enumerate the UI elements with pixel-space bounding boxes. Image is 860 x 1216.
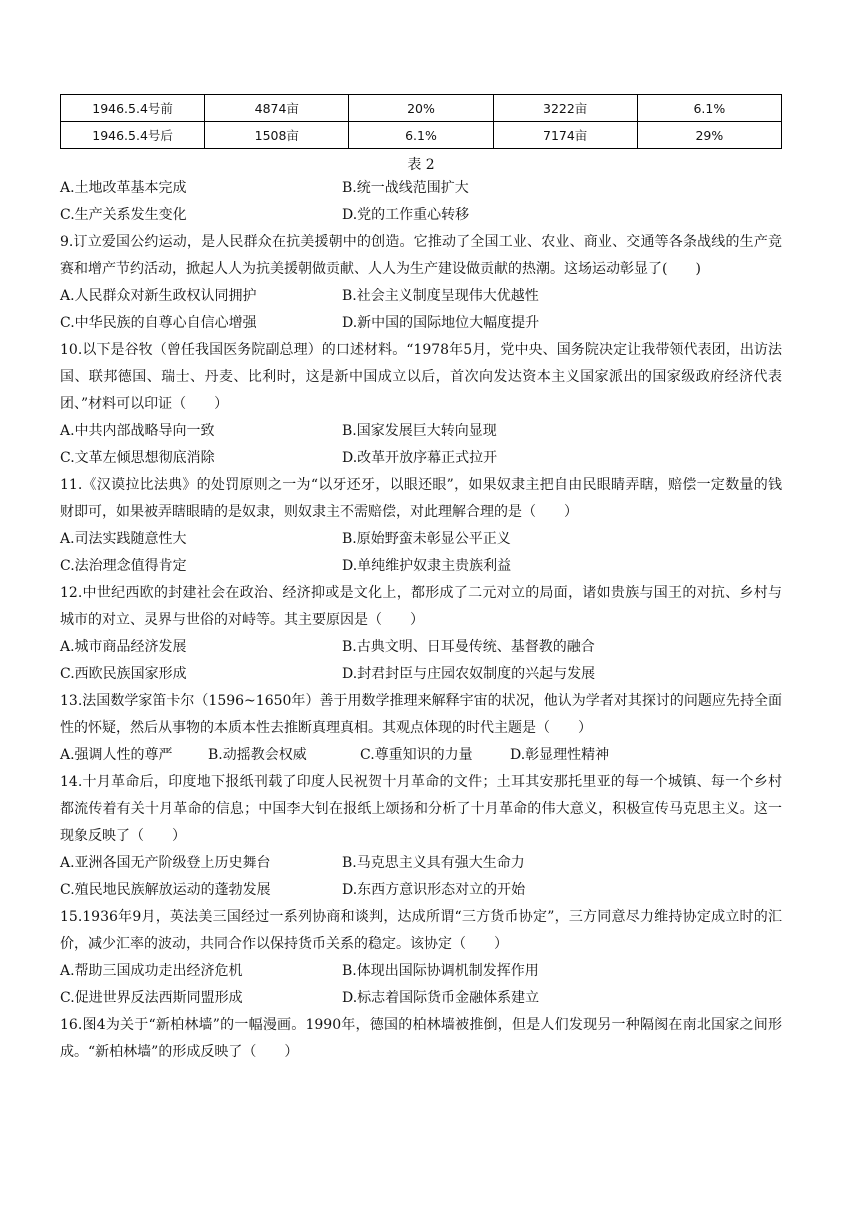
- q13-option-b[interactable]: B.动摇教会权威: [208, 747, 307, 763]
- table-row: [61, 122, 782, 149]
- q12-option-a[interactable]: A.城市商品经济发展: [60, 639, 187, 655]
- q15-options-row-1: [60, 958, 782, 985]
- q8-option-b[interactable]: B.统一战线范围扩大: [342, 180, 469, 196]
- q13-option-d[interactable]: D.彰显理性精神: [510, 747, 610, 763]
- q14-option-a[interactable]: A.亚洲各国无产阶级登上历史舞台: [60, 855, 271, 871]
- q9-stem: 9.订立爱国公约运动，是人民群众在抗美援朝中的创造。它推动了全国工业、农业、商业、交通等各条战线的生产竞赛和增产节约活动，掀起人人为抗美援朝做贡献、人人为生产建设做贡献的热潮。这场运动彰显了( ): [60, 234, 782, 277]
- q14-options-row-2: [60, 877, 782, 904]
- table-row: [61, 95, 782, 122]
- q9-options-row-2: [60, 310, 782, 337]
- exam-page: [60, 94, 782, 1066]
- q9-options-row-1: [60, 283, 782, 310]
- q8-option-c[interactable]: C.生产关系发生变化: [60, 207, 187, 223]
- q10-option-b[interactable]: B.国家发展巨大转向显现: [342, 423, 497, 439]
- q10-options-row-2: [60, 445, 782, 472]
- q8-option-a[interactable]: A.土地改革基本完成: [60, 180, 187, 196]
- q15-option-d[interactable]: D.标志着国际货币金融体系建立: [342, 990, 540, 1006]
- q12-option-b[interactable]: B.古典文明、日耳曼传统、基督教的融合: [342, 639, 595, 655]
- table-cell: 4874亩: [205, 95, 349, 122]
- q11-options-row-1: [60, 526, 782, 553]
- q10-option-a[interactable]: A.中共内部战略导向一致: [60, 423, 215, 439]
- q10-options-row-1: [60, 418, 782, 445]
- q14-option-d[interactable]: D.东西方意识形态对立的开始: [342, 882, 526, 898]
- q10-option-c[interactable]: C.文革左倾思想彻底消除: [60, 450, 215, 466]
- q13-stem: 13.法国数学家笛卡尔（1596~1650年）善于用数学推理来解释宇宙的状况，他认为学者对其探讨的问题应先持全面性的怀疑，然后从事物的本质本性去推断真理真相。其观点体现的时代主题是（ ）: [60, 693, 782, 736]
- q15-option-a[interactable]: A.帮助三国成功走出经济危机: [60, 963, 243, 979]
- table-cell: 3222亩: [493, 95, 637, 122]
- q11-option-b[interactable]: B.原始野蛮未彰显公平正义: [342, 531, 511, 547]
- q11-stem: 11.《汉谟拉比法典》的处罚原则之一为“以牙还牙，以眼还眼”，如果奴隶主把自由民眼睛弄瞎，赔偿一定数量的钱财即可，如果被弄瞎眼睛的是奴隶，则奴隶主不需赔偿，对此理解合理的是（ ）: [60, 477, 782, 520]
- table-caption: 表 2: [407, 157, 435, 173]
- table-cell: 6.1%: [349, 122, 493, 149]
- table-cell: 7174亩: [493, 122, 637, 149]
- q8-options-row-1: [60, 175, 782, 202]
- q14-option-c[interactable]: C.殖民地民族解放运动的蓬勃发展: [60, 882, 271, 898]
- q9-option-a[interactable]: A.人民群众对新生政权认同拥护: [60, 288, 257, 304]
- q9-option-b[interactable]: B.社会主义制度呈现伟大优越性: [342, 288, 539, 304]
- q15-stem: 15.1936年9月，英法美三国经过一系列协商和谈判，达成所谓“三方货币协定”，三方同意尽力维持协定成立时的汇价，减少汇率的波动，共同合作以保持货币关系的稳定。该协定（ ）: [60, 909, 782, 952]
- table-cell: 1508亩: [205, 122, 349, 149]
- q8-option-d[interactable]: D.党的工作重心转移: [342, 207, 470, 223]
- q11-option-d[interactable]: D.单纯维护奴隶主贵族利益: [342, 558, 512, 574]
- land-table: [60, 94, 782, 149]
- table-cell: 1946.5.4号后: [61, 122, 205, 149]
- q12-option-d[interactable]: D.封君封臣与庄园农奴制度的兴起与发展: [342, 666, 596, 682]
- table-cell: 20%: [349, 95, 493, 122]
- q14-option-b[interactable]: B.马克思主义具有强大生命力: [342, 855, 525, 871]
- q13-option-a[interactable]: A.强调人性的尊严: [60, 747, 173, 763]
- table-cell: 29%: [637, 122, 781, 149]
- q11-option-c[interactable]: C.法治理念值得肯定: [60, 558, 187, 574]
- q9-option-c[interactable]: C.中华民族的自尊心自信心增强: [60, 315, 257, 331]
- q12-options-row-1: [60, 634, 782, 661]
- q15-option-b[interactable]: B.体现出国际协调机制发挥作用: [342, 963, 539, 979]
- q10-option-d[interactable]: D.改革开放序幕正式拉开: [342, 450, 498, 466]
- q14-stem: 14.十月革命后，印度地下报纸刊载了印度人民祝贺十月革命的文件；土耳其安那托里亚的每一个城镇、每一个乡村都流传着有关十月革命的信息；中国李大钊在报纸上颂扬和分析了十月革命的伟大意义，积极宣传马克思主义。这一现象反映了（ ）: [60, 774, 782, 844]
- table-cell: 1946.5.4号前: [61, 95, 205, 122]
- q11-options-row-2: [60, 553, 782, 580]
- q15-option-c[interactable]: C.促进世界反法西斯同盟形成: [60, 990, 243, 1006]
- q12-options-row-2: [60, 661, 782, 688]
- q13-options-row: [60, 742, 782, 769]
- q8-options-row-2: [60, 202, 782, 229]
- q12-stem: 12.中世纪西欧的封建社会在政治、经济抑或是文化上，都形成了二元对立的局面，诸如贵族与国王的对抗、乡村与城市的对立、灵界与世俗的对峙等。其主要原因是（ ）: [60, 585, 782, 628]
- q12-option-c[interactable]: C.西欧民族国家形成: [60, 666, 187, 682]
- q9-option-d[interactable]: D.新中国的国际地位大幅度提升: [342, 315, 540, 331]
- q10-stem: 10.以下是谷牧（曾任我国医务院副总理）的口述材料。“1978年5月，党中央、国务院决定让我带领代表团，出访法国、联邦德国、瑞士、丹麦、比利时，这是新中国成立以后，首次向发达资本主义国家派出的国家级政府经济代表团、”材料可以印证（ ）: [60, 342, 782, 412]
- table-cell: 6.1%: [637, 95, 781, 122]
- q14-options-row-1: [60, 850, 782, 877]
- q15-options-row-2: [60, 985, 782, 1012]
- q11-option-a[interactable]: A.司法实践随意性大: [60, 531, 187, 547]
- q16-stem: 16.图4为关于“新柏林墙”的一幅漫画。1990年，德国的柏林墙被推倒，但是人们发现另一种隔阂在南北国家之间形成。“新柏林墙”的形成反映了（ ）: [60, 1017, 782, 1060]
- q13-option-c[interactable]: C.尊重知识的力量: [360, 747, 473, 763]
